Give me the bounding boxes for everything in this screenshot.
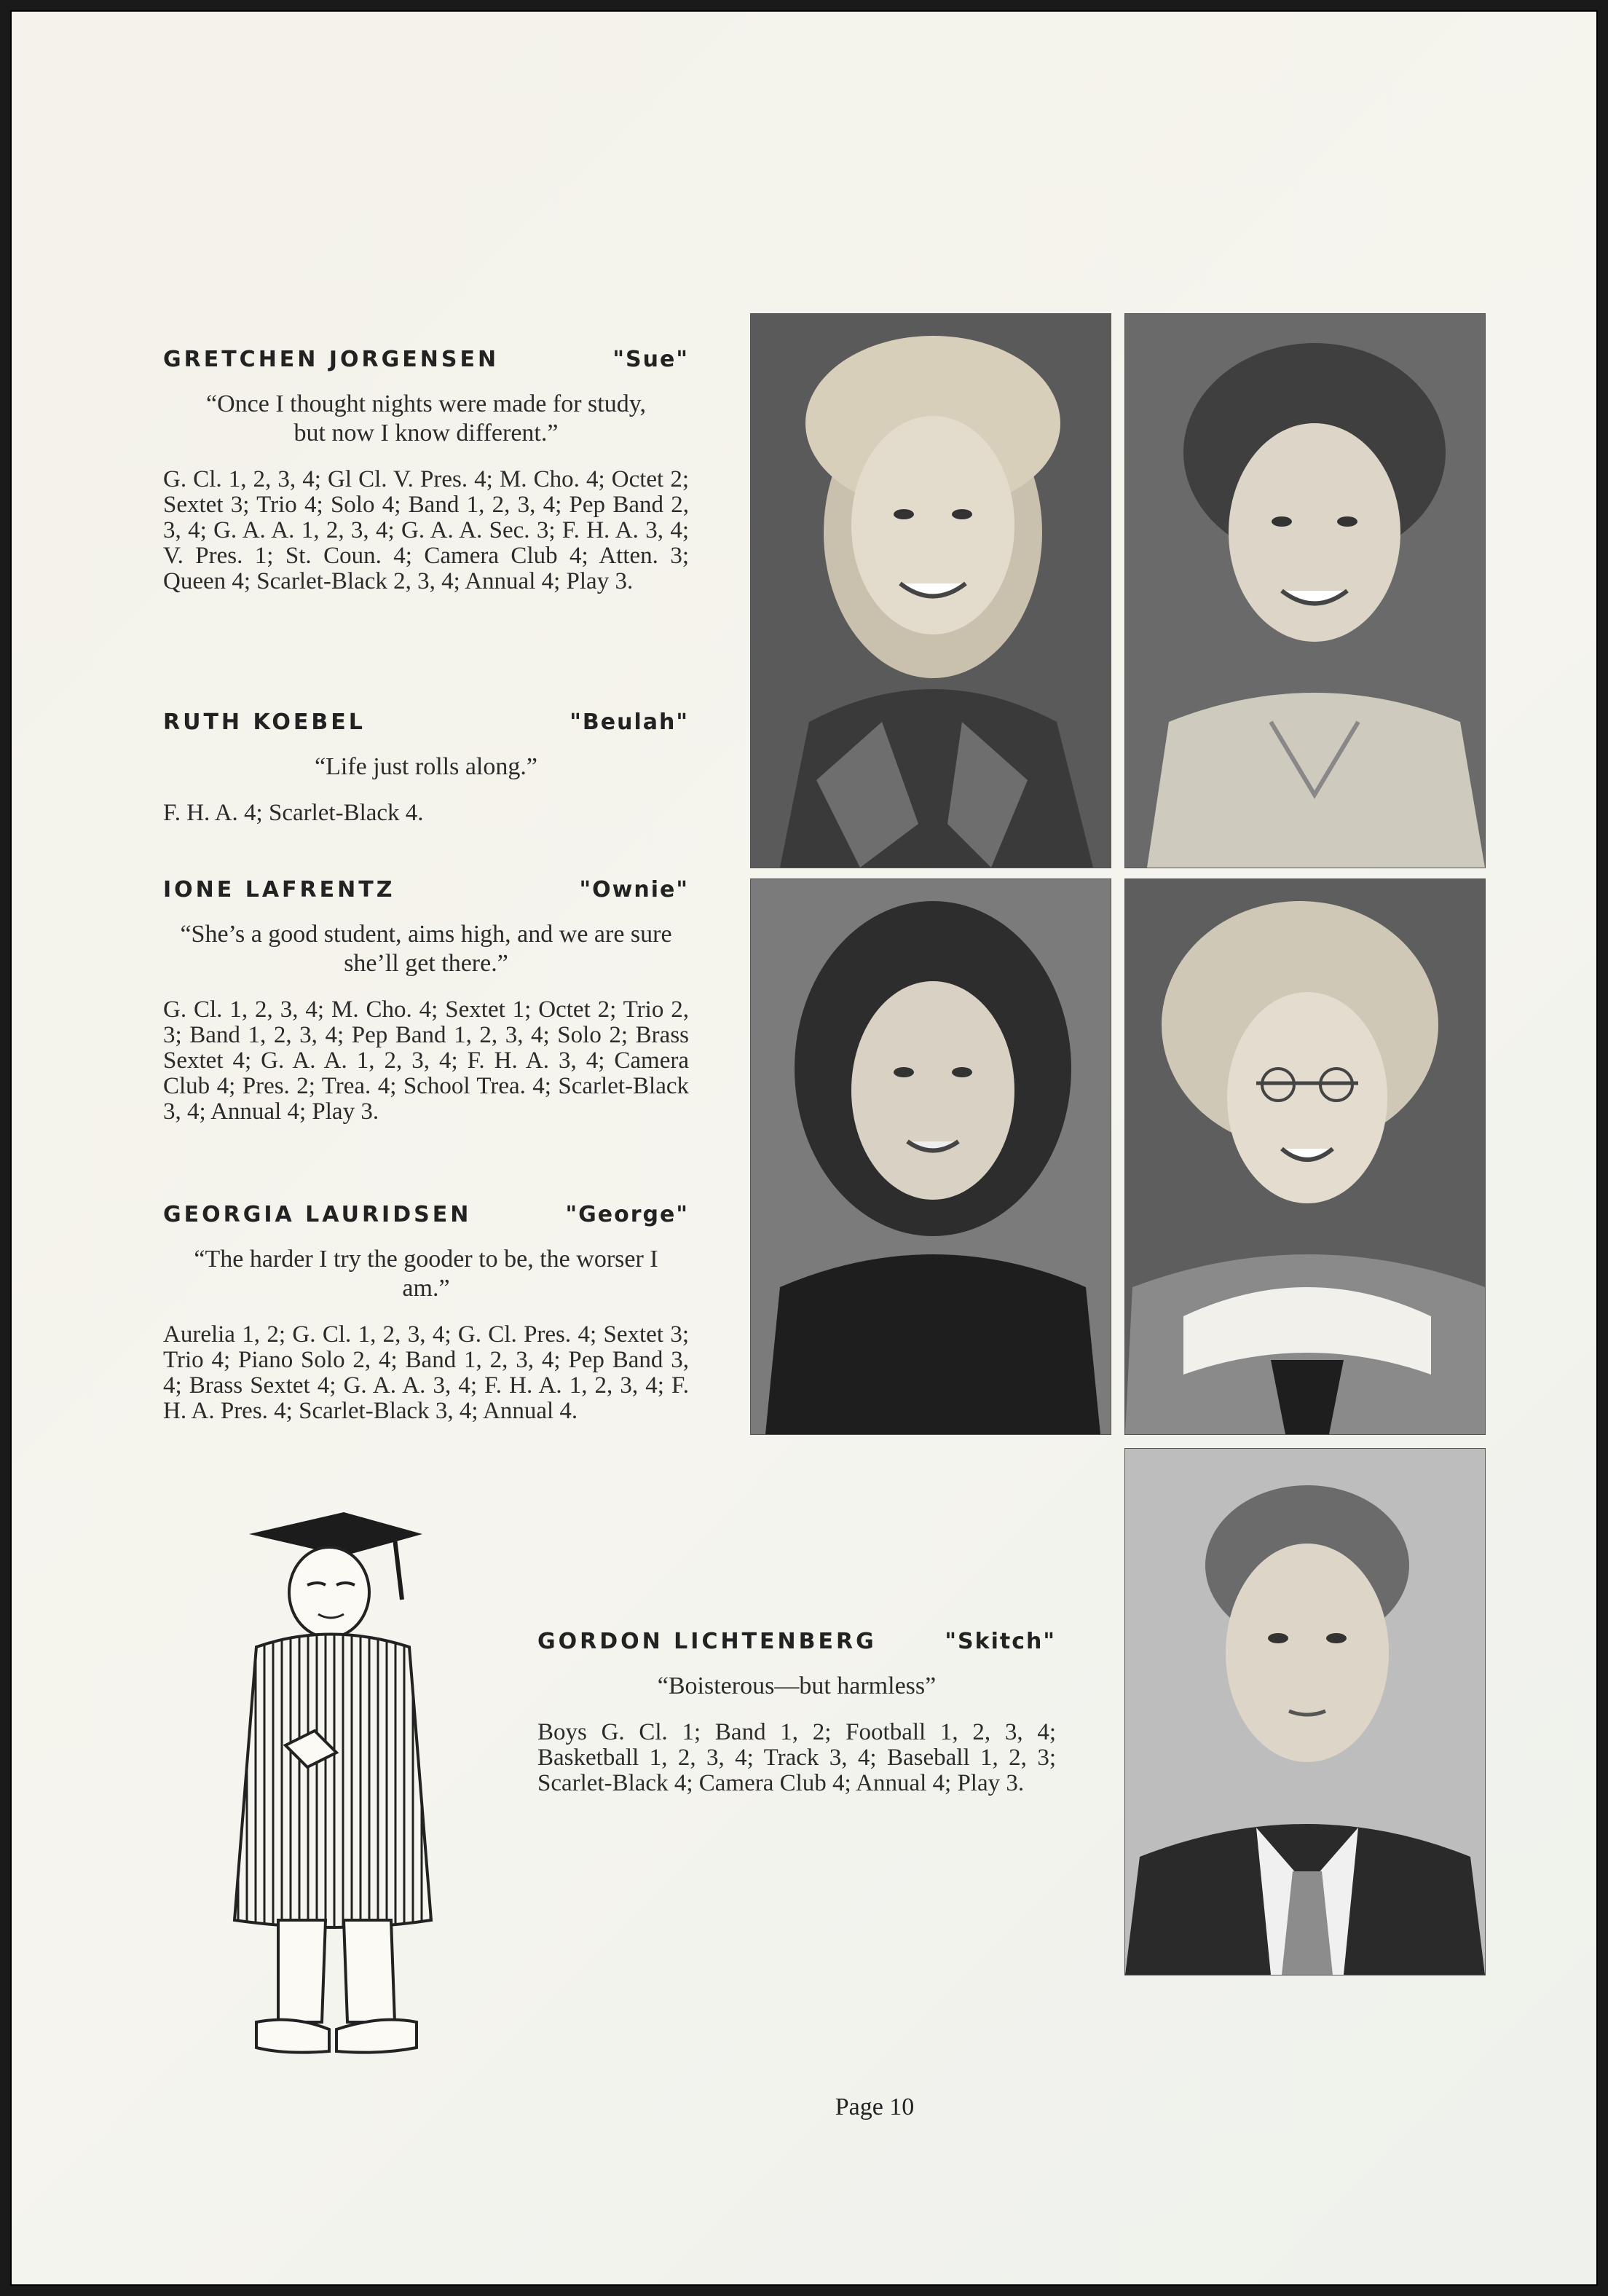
activities-list: G. Cl. 1, 2, 3, 4; M. Cho. 4; Sextet 1; Octet 2; Trio 2, 3; Band 1, 2, 3, 4; Pep Band 1, 2, 3, 4; Solo 2; Brass Sextet 4; G. A. A. 1, 2, 3, 4; F. H. A. 3, 4; Camera Club 4; Pres. 2; Trea. 4; School Trea. 4; Scarlet-Black 3, 4; Annual 4; Play 3. <box>163 996 689 1125</box>
student-name: IONE LAFRENTZ <box>163 877 395 903</box>
portrait-photo-koebel <box>1124 313 1486 868</box>
name-row <box>163 877 689 903</box>
yearbook-page <box>10 10 1598 2286</box>
student-name: RUTH KOEBEL <box>163 709 366 735</box>
name-row <box>163 1202 689 1227</box>
nickname: "George" <box>565 1202 689 1227</box>
name-row <box>163 709 689 735</box>
senior-entry-lafrentz <box>163 877 689 1125</box>
portrait-photo-lafrentz <box>750 878 1111 1435</box>
nickname: "Sue" <box>612 347 689 372</box>
senior-quote: “She’s a good student, aims high, and we are sure she’ll get there.” <box>180 921 672 977</box>
senior-entry-lauridsen <box>163 1202 689 1424</box>
nickname: "Skitch" <box>945 1629 1056 1654</box>
senior-quote: “Life just rolls along.” <box>315 753 537 780</box>
senior-entry-koebel <box>163 709 689 826</box>
senior-entry-jorgensen <box>163 347 689 594</box>
nickname: "Beulah" <box>570 709 689 735</box>
student-name: GRETCHEN JORGENSEN <box>163 347 500 372</box>
activities-list: G. Cl. 1, 2, 3, 4; Gl Cl. V. Pres. 4; M. Cho. 4; Octet 2; Sextet 3; Trio 4; Solo 4; Band 1, 2, 3, 4; Pep Band 2, 3, 4; G. A. A. 1, 2, 3, 4; G. A. A. Sec. 3; F. H. A. 3, 4; V. Pres. 1; St. Coun. 4; Camera Club 4; Atten. 3; Queen 4; Scarlet-Black 2, 3, 4; Annual 4; Play 3. <box>163 466 689 594</box>
graduate-illustration <box>227 1512 438 2066</box>
nickname: "Ownie" <box>579 877 689 903</box>
name-row <box>537 1629 1056 1654</box>
senior-entry-lichtenberg <box>537 1629 1056 1796</box>
senior-quote: “The harder I try the gooder to be, the worser I am.” <box>194 1246 658 1302</box>
activities-list: F. H. A. 4; Scarlet-Black 4. <box>163 800 424 826</box>
page-number: Page 10 <box>835 2093 915 2120</box>
portrait-photo-jorgensen <box>750 313 1111 868</box>
activities-list: Aurelia 1, 2; G. Cl. 1, 2, 3, 4; G. Cl. Pres. 4; Sextet 3; Trio 4; Piano Solo 2, 4; Band 1, 2, 3, 4; Pep Band 3, 4; Brass Sextet 4; G. A. A. 3, 4; F. H. A. 1, 2, 3, 4; F. H. A. Pres. 4; Scarlet-Black 3, 4; Annual 4. <box>163 1321 689 1424</box>
portrait-photo-lauridsen <box>1124 878 1486 1435</box>
senior-quote: “Once I thought nights were made for study, but now I know different.” <box>206 390 646 447</box>
student-name: GEORGIA LAURIDSEN <box>163 1202 472 1227</box>
student-name: GORDON LICHTENBERG <box>537 1629 877 1654</box>
senior-quote: “Boisterous—but harmless” <box>657 1672 937 1699</box>
activities-list: Boys G. Cl. 1; Band 1, 2; Football 1, 2, 3, 4; Basketball 1, 2, 3, 4; Track 3, 4; Baseball 1, 2, 3; Scarlet-Black 4; Camera Club 4; Annual 4; Play 3. <box>537 1719 1056 1796</box>
name-row <box>163 347 689 372</box>
portrait-photo-lichtenberg <box>1124 1448 1486 1975</box>
